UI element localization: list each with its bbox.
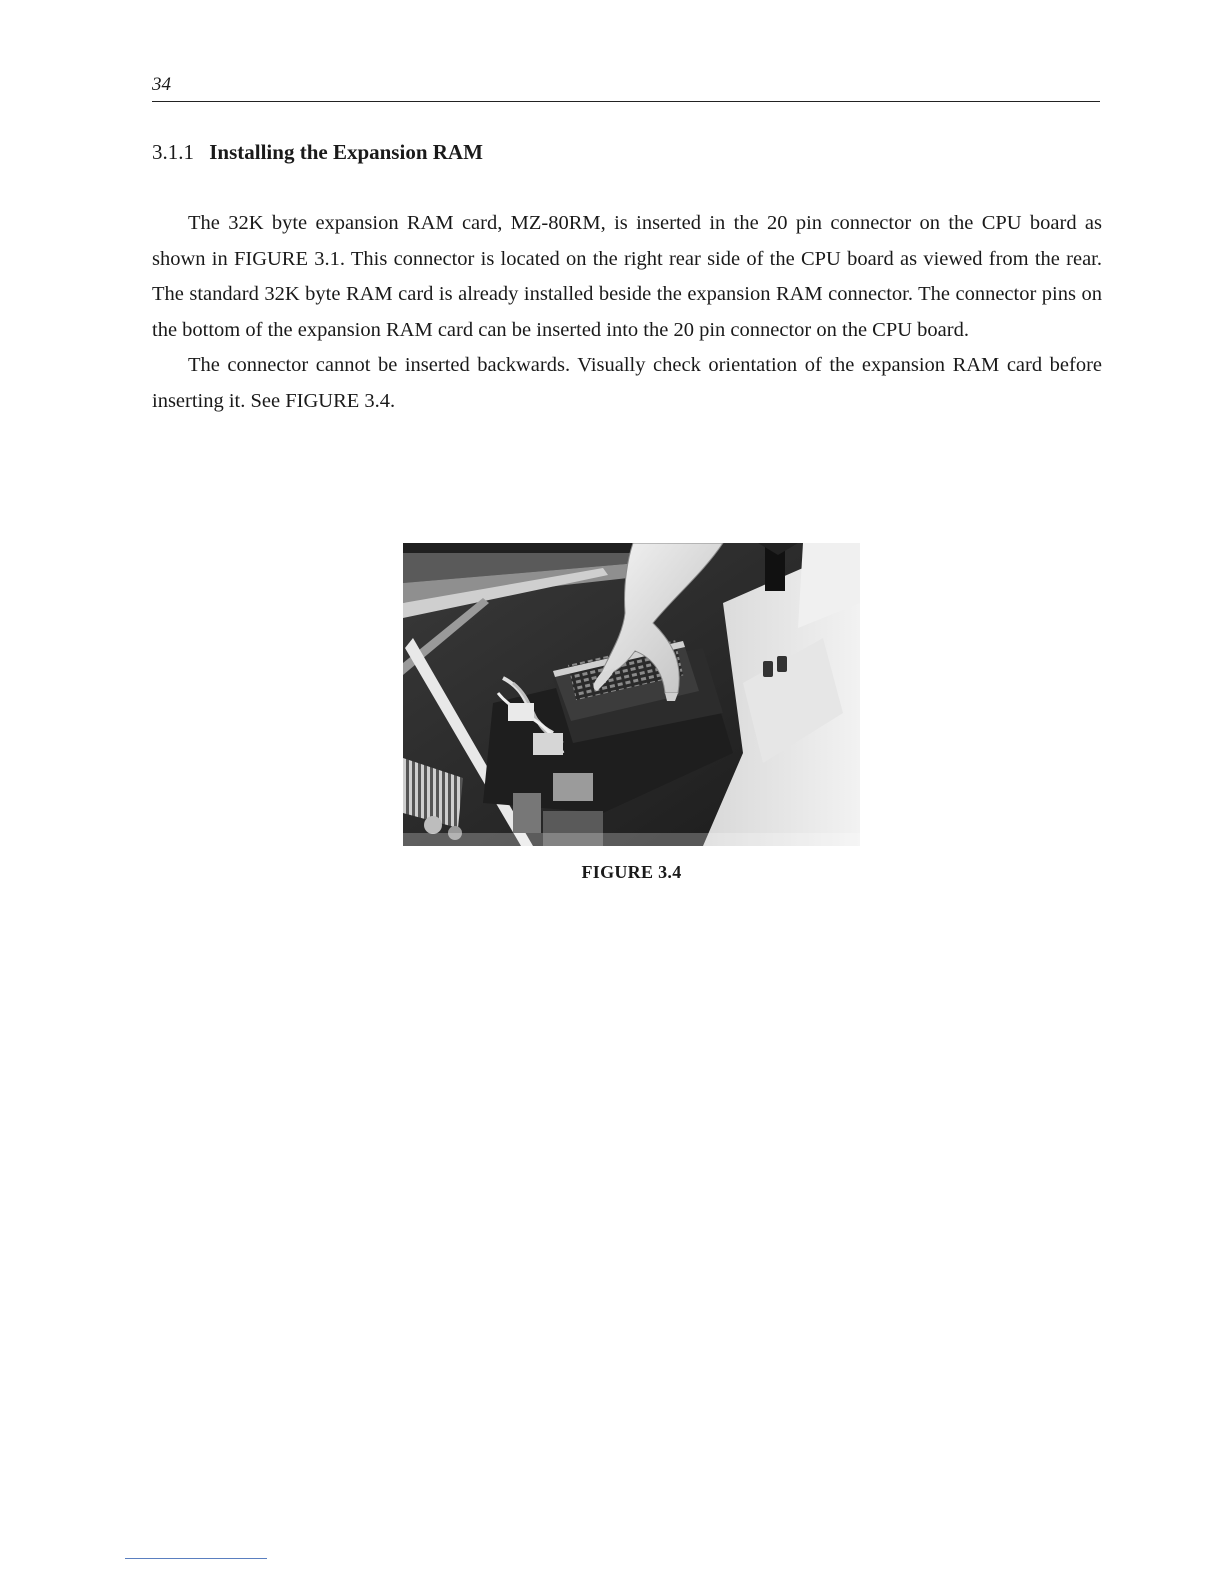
paragraph-2: The connector cannot be inserted backwards. Visually check orientation of the expansion RAM card before inserting it. See FIGURE 3.4. [152,354,1102,412]
section-number: 3.1.1 [152,140,194,164]
section-title: Installing the Expansion RAM [209,140,483,164]
page-number: 34 [152,74,171,95]
expansion-ram-install-photo [403,543,860,846]
figure-photo [403,543,860,846]
paragraph-1: The 32K byte expansion RAM card, MZ-80RM, is inserted in the 20 pin connector on the CPU board as shown in FIGURE 3.1. This connector is located on the right rear side of the CPU board as viewed from the rear. The standard 32K byte RAM card is already installed beside the expansion RAM connector. The connector pins on the bottom of the expansion RAM card can be inserted into the 20 pin connector on the CPU board. [152,212,1102,341]
header-rule [152,101,1100,102]
section-heading [152,140,483,165]
figure-caption: FIGURE 3.4 [581,862,682,882]
footnote-rule [125,1558,267,1559]
body-text [152,206,1102,419]
